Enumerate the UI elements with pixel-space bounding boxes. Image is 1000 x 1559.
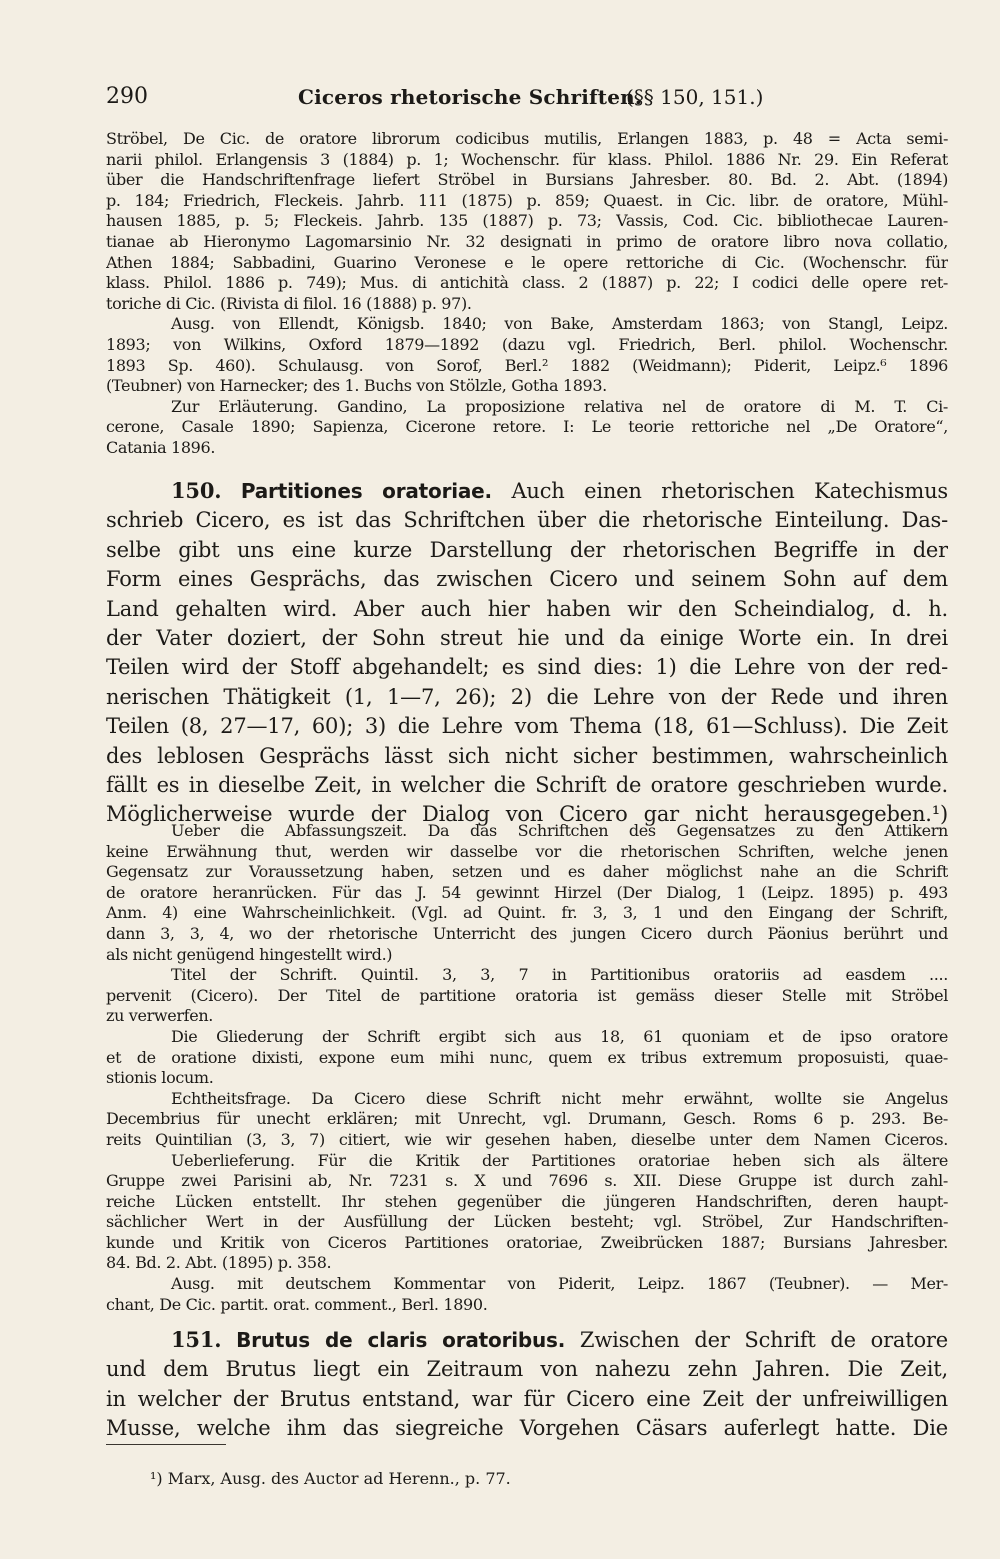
text-line: toriche di Cic. (Rivista di filol. 16 (1888) p. 97). (106, 293, 472, 313)
text-line: in welcher der Brutus entstand, war für Cicero eine Zeit der unfreiwilligen (106, 1386, 948, 1411)
text-line: keine Erwähnung thut, werden wir dasselbe vor die rhetorischen Schriften, welche jenen (106, 841, 948, 861)
footnote-marker: ¹) (150, 1469, 163, 1488)
text-line: schrieb Cicero, es ist das Schriftchen über die rhetorische Einteilung. Das- (106, 508, 948, 533)
notes-block (106, 821, 948, 1315)
text-line: dann 3, 3, 4, wo der rhetorische Unterricht des jungen Cicero durch Päonius berührt und (106, 923, 948, 943)
text-line: Titel der Schrift. Quintil. 3, 3, 7 in Partitionibus oratoriis ad easdem .... (171, 965, 948, 985)
text-line: Echtheitsfrage. Da Cicero diese Schrift nicht mehr erwähnt, wollte sie Angelus (171, 1088, 948, 1108)
text-line: hausen 1885, p. 5; Fleckeis. Jahrb. 135 (1887) p. 73; Vassis, Cod. Cic. bibliothecae Lauren- (106, 211, 948, 231)
text-line: Ausg. mit deutschem Kommentar von Piderit, Leipz. 1867 (Teubner). — Mer- (171, 1274, 948, 1294)
section-150-heading-line (106, 476, 948, 506)
text-line: Ausg. von Ellendt, Königsb. 1840; von Bake, Amsterdam 1863; von Stangl, Leipz. (171, 314, 948, 334)
text-line: stionis locum. (106, 1068, 214, 1088)
section-150-title: Partitiones oratoriae. (240, 479, 492, 503)
text-line: Ueberlieferung. Für die Kritik der Partitiones oratoriae heben sich als ältere (171, 1150, 948, 1170)
text-line: reiche Lücken entstellt. Ihr stehen gegenüber die jüngeren Handschriften, deren haupt- (106, 1191, 948, 1211)
text-line: Zur Erläuterung. Gandino, La proposizione relativa nel de oratore di M. T. Ci- (171, 396, 948, 416)
text-line: Athen 1884; Sabbadini, Guarino Veronese e le opere rettoriche di Cic. (Wochenschr. für (106, 252, 948, 272)
text-line: Teilen wird der Stoff abgehandelt; es sind dies: 1) die Lehre von der red- (106, 655, 948, 680)
text-line: cerone, Casale 1890; Sapienza, Cicerone retore. I: Le teorie rettoriche nel „De Oratore“, (106, 417, 948, 437)
section-150-number: 150. (171, 478, 222, 503)
text-line: Gegensatz zur Voraussetzung haben, setzen und es daher möglichst nahe an die Schrift (106, 862, 948, 882)
text-line: et de oratione dixisti, expone eum mihi nunc, quem ex tribus extremum proposuisti, quae- (106, 1047, 948, 1067)
section-151-first-line: Zwischen der Schrift de oratore (579, 1328, 948, 1352)
text-line: über die Handschriftenfrage liefert Ströbel in Bursians Jahresber. 80. Bd. 2. Abt. (1894) (106, 170, 948, 190)
text-line: Anm. 4) eine Wahrscheinlichkeit. (Vgl. ad Quint. fr. 3, 3, 1 und den Eingang der Schrift, (106, 903, 948, 923)
footnote (106, 1468, 992, 1490)
text-line: narii philol. Erlangensis 3 (1884) p. 1; Wochenschr. für klass. Philol. 1886 Nr. 29. Ein Referat (106, 149, 948, 169)
section-151 (106, 1325, 948, 1444)
text-line: nerischen Thätigkeit (1, 1—7, 26); 2) die Lehre von der Rede und ihren (106, 684, 948, 709)
text-line: Gruppe zwei Parisini ab, Nr. 7231 s. X und 7696 s. XII. Diese Gruppe ist durch zahl- (106, 1171, 948, 1191)
text-line: Ströbel, De Cic. de oratore librorum codicibus mutilis, Erlangen 1883, p. 48 = Acta semi- (106, 129, 948, 148)
section-150 (106, 476, 948, 830)
section-reference: (§§ 150, 151.) (626, 85, 764, 109)
text-line: selbe gibt uns eine kurze Darstellung der rhetorischen Begriffe in der (106, 537, 948, 562)
text-line: (Teubner) von Harnecker; des 1. Buchs von Stölzle, Gotha 1893. (106, 376, 607, 396)
text-line: chant, De Cic. partit. orat. comment., Berl. 1890. (106, 1294, 488, 1314)
text-line: klass. Philol. 1886 p. 749); Mus. di antichità class. 2 (1887) p. 22; I codici delle opere ret- (106, 273, 948, 293)
text-line: Decembrius für unecht erklären; mit Unrecht, vgl. Drumann, Gesch. Roms 6 p. 293. Be- (106, 1109, 948, 1129)
section-150-first-line: Auch einen rhetorischen Katechismus (511, 479, 948, 503)
text-line: Möglicherweise wurde der Dialog von Cicero gar nicht herausgegeben.¹) (106, 802, 948, 827)
text-line: de oratore heranrücken. Für das J. 54 gewinnt Hirzel (Der Dialog, 1 (Leipz. 1895) p. 493 (106, 882, 948, 902)
text-line: Land gehalten wird. Aber auch hier haben wir den Scheindialog, d. h. (106, 596, 948, 621)
text-line: reits Quintilian (3, 3, 7) citiert, wie wir gesehen haben, dieselbe unter dem Namen Ciceros. (106, 1129, 948, 1149)
bibliography-block (106, 129, 948, 459)
text-line: als nicht genügend hingestellt wird.) (106, 944, 393, 964)
section-151-number: 151. (171, 1327, 222, 1352)
footnote-rule (106, 1444, 226, 1445)
text-line: des leblosen Gesprächs lässt sich nicht sicher bestimmen, wahrscheinlich (106, 743, 948, 768)
text-line: Form eines Gesprächs, das zwischen Cicero und seinem Sohn auf dem (106, 567, 948, 592)
text-line: Ueber die Abfassungszeit. Da das Schriftchen des Gegensatzes zu den Attikern (171, 821, 948, 840)
text-line: 1893; von Wilkins, Oxford 1879—1892 (dazu vgl. Friedrich, Berl. philol. Wochenschr. (106, 334, 948, 354)
text-line: 1893 Sp. 460). Schulausg. von Sorof, Berl.² 1882 (Weidmann); Piderit, Leipz.⁶ 1896 (106, 355, 948, 375)
running-title: Ciceros rhetorische Schriften. (298, 85, 643, 109)
text-line: Die Gliederung der Schrift ergibt sich aus 18, 61 quoniam et de ipso oratore (171, 1026, 948, 1046)
section-151-title: Brutus de claris oratoribus. (236, 1328, 566, 1352)
text-line: pervenit (Cicero). Der Titel de partitione oratoria ist gemäss dieser Stelle mit Ströbel (106, 985, 948, 1005)
text-line: kunde und Kritik von Ciceros Partitiones oratoriae, Zweibrücken 1887; Bursians Jahresber. (106, 1232, 948, 1252)
page-number: 290 (106, 84, 148, 109)
text-line: Teilen (8, 27—17, 60); 3) die Lehre vom Thema (18, 61—Schluss). Die Zeit (106, 714, 948, 739)
text-line: der Vater doziert, der Sohn streut hie und da einige Worte ein. In drei (106, 626, 948, 651)
text-line: zu verwerfen. (106, 1006, 214, 1026)
text-line: und dem Brutus liegt ein Zeitraum von nahezu zehn Jahren. Die Zeit, (106, 1357, 948, 1382)
text-line: tianae ab Hieronymo Lagomarsinio Nr. 32 designati in primo de oratore libro nova collatio, (106, 231, 948, 251)
text-line: Musse, welche ihm das siegreiche Vorgehen Cäsars auferlegt hatte. Die (106, 1416, 948, 1441)
text-line: fällt es in dieselbe Zeit, in welcher die Schrift de oratore geschrieben wurde. (106, 773, 948, 798)
section-151-heading-line (106, 1325, 948, 1355)
footnote-text: Marx, Ausg. des Auctor ad Herenn., p. 77. (167, 1469, 511, 1488)
running-head (106, 82, 948, 112)
text-line: Catania 1896. (106, 437, 216, 457)
text-line: 84. Bd. 2. Abt. (1895) p. 358. (106, 1253, 332, 1273)
text-line: p. 184; Friedrich, Fleckeis. Jahrb. 111 (1875) p. 859; Quaest. in Cic. libr. de oratore, Mühl- (106, 190, 948, 210)
text-line: sächlicher Wert in der Ausfüllung der Lücken besteht; vgl. Ströbel, Zur Handschriften- (106, 1212, 948, 1232)
